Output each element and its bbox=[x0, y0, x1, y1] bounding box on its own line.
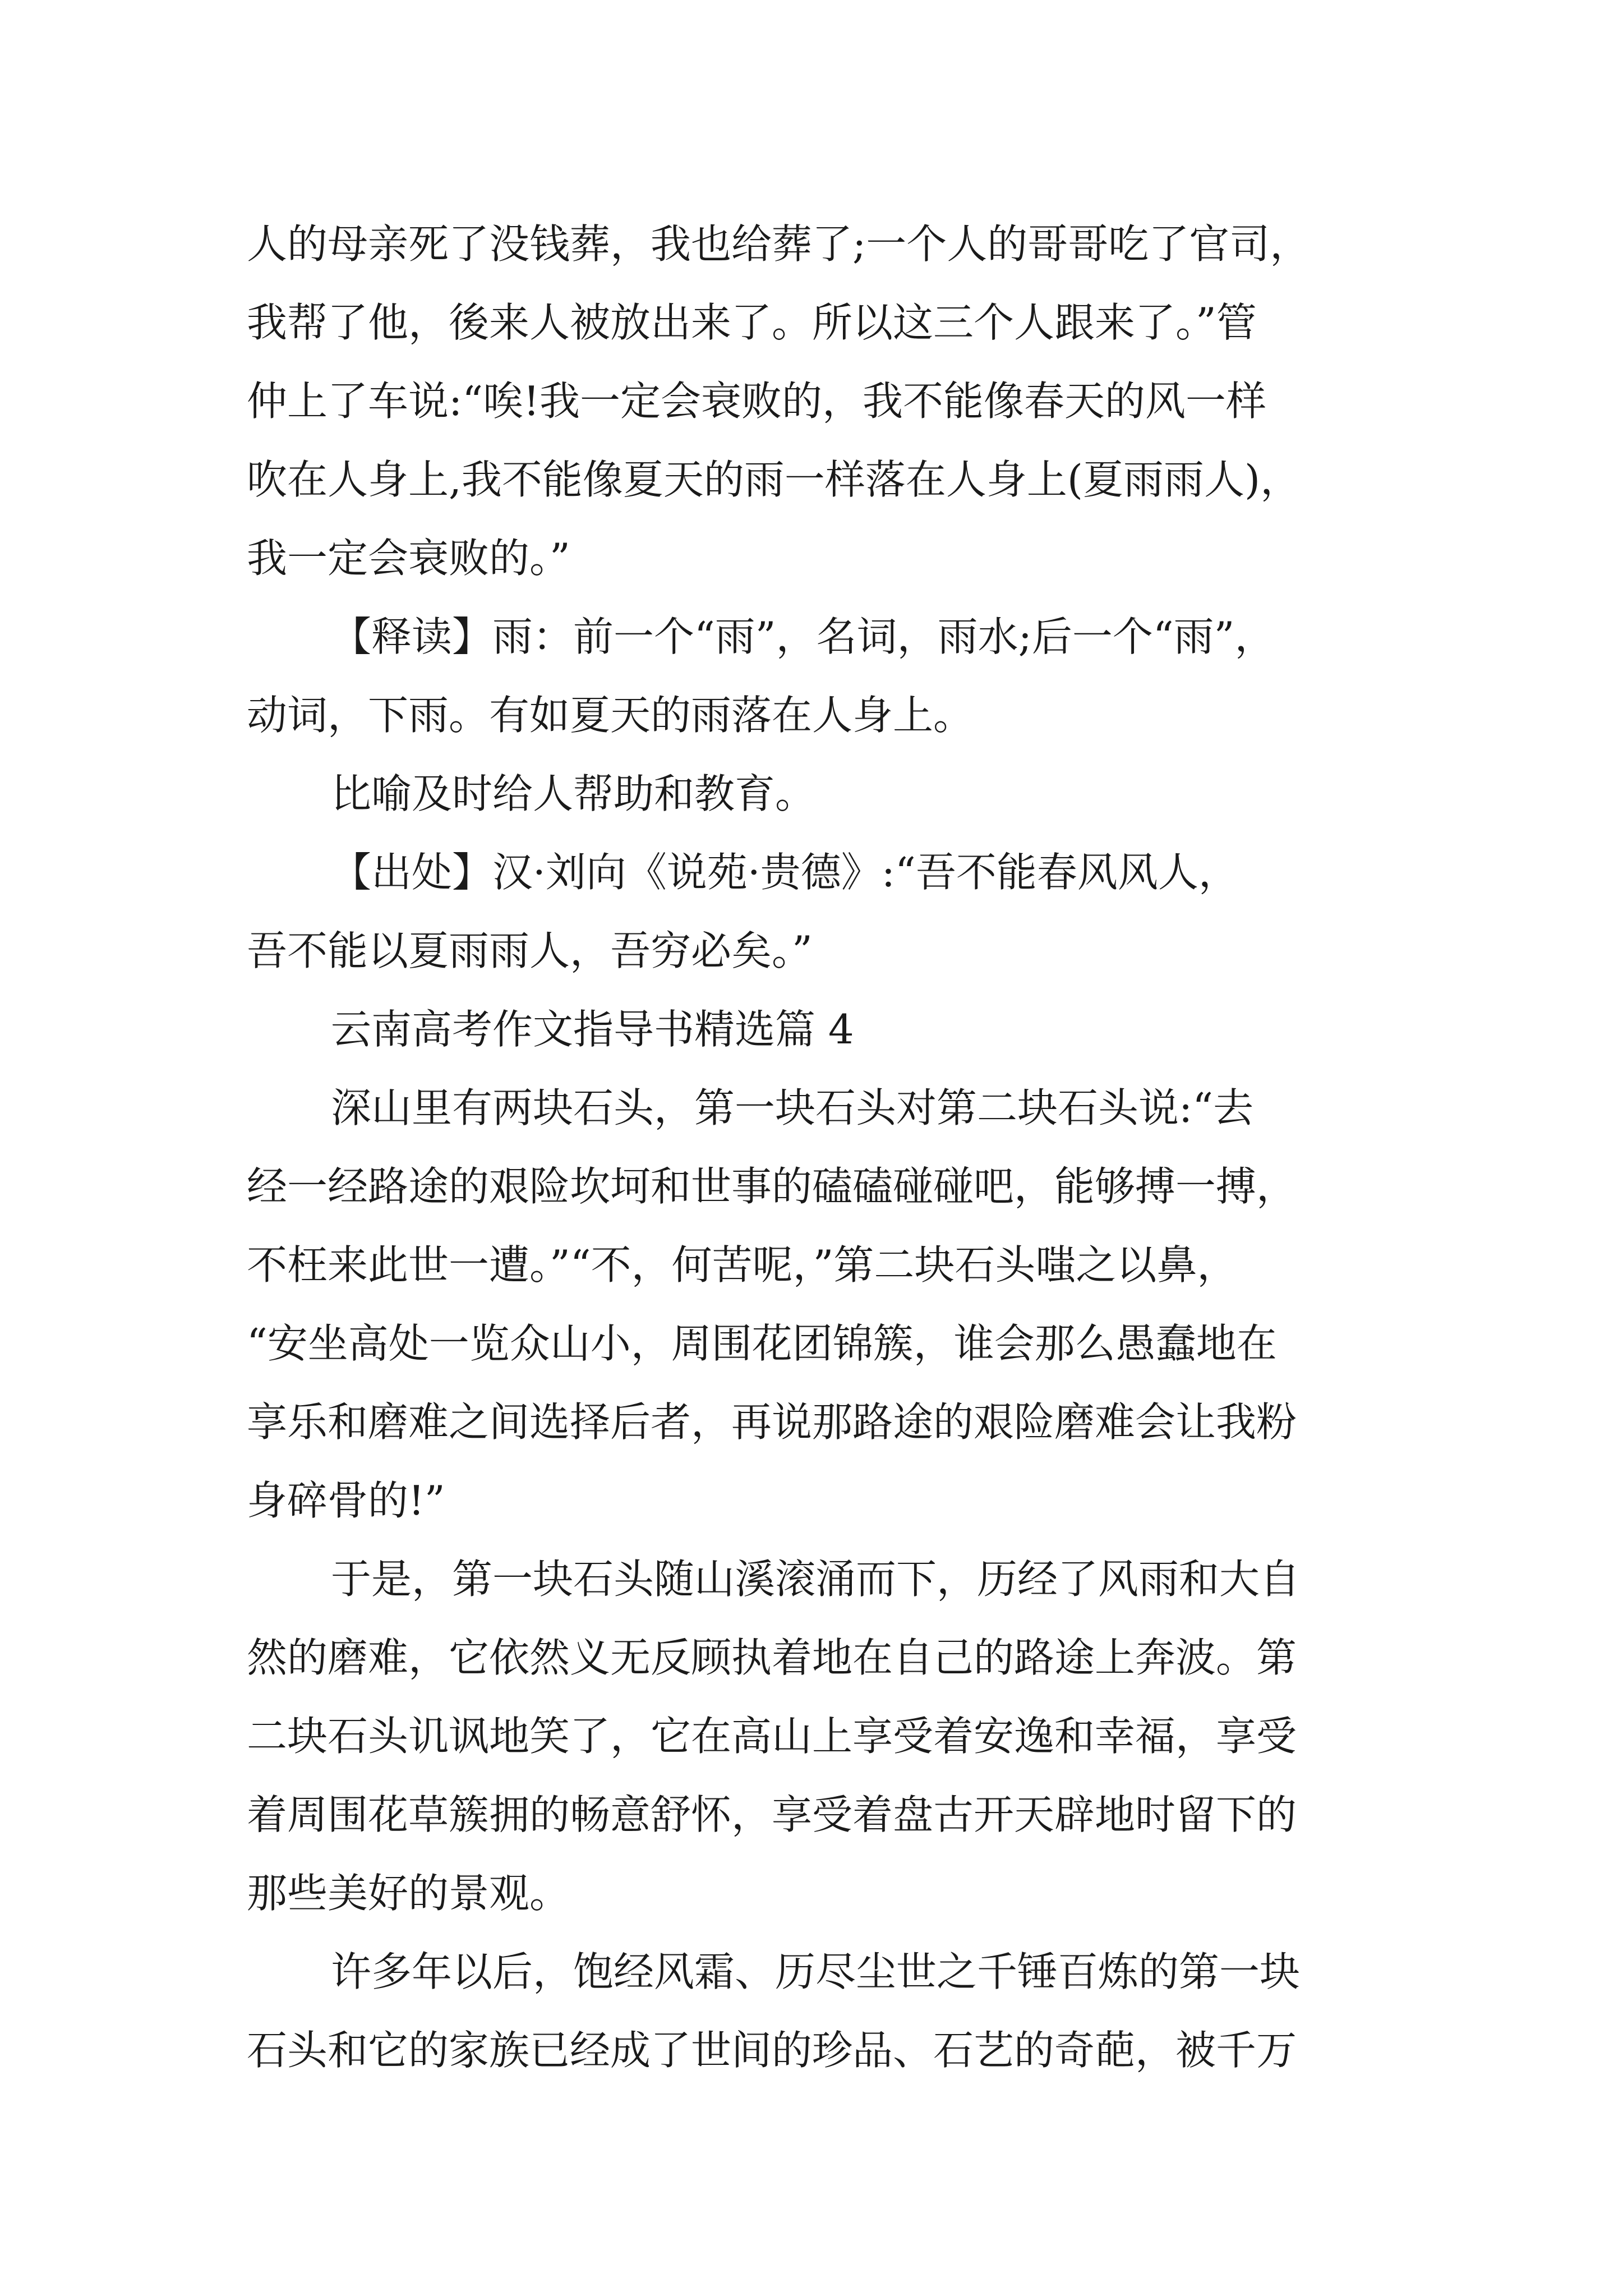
text-line: 【释读】雨：前一个“雨”，名词，雨水;后一个“雨”， bbox=[331, 613, 1275, 660]
text-line: 那些美好的景观。 bbox=[247, 1870, 570, 1917]
text-line: 着周围花草簇拥的畅意舒怀，享受着盘古开天辟地时留下的 bbox=[247, 1791, 1297, 1838]
text-line: 于是，第一块石头随山溪滚涌而下，历经了风雨和大自 bbox=[331, 1556, 1301, 1603]
text-line: 二块石头讥讽地笑了，它在高山上享受着安逸和幸福，享受 bbox=[247, 1713, 1297, 1760]
paragraph-metaphor bbox=[247, 754, 1391, 833]
paragraph-first-stone-journey bbox=[247, 1540, 1391, 1932]
text-line: 许多年以后，饱经风霜、历尽尘世之千锤百炼的第一块 bbox=[331, 1948, 1301, 1995]
text-line: 吾不能以夏雨雨人，吾穷必矣。” bbox=[247, 927, 813, 974]
paragraph-years-later bbox=[247, 1932, 1391, 2090]
section-heading bbox=[247, 990, 1391, 1069]
text-line: “安坐高处一览众山小，周围花团锦簇，谁会那么愚蠢地在 bbox=[247, 1320, 1277, 1367]
text-line: 我一定会衰败的。” bbox=[247, 535, 570, 582]
text-line: 【出处】汉·刘向《说苑·贵德》:“吾不能春风风人， bbox=[331, 849, 1239, 896]
text-line: 仲上了车说:“唉!我一定会衰败的，我不能像春天的风一样 bbox=[247, 378, 1267, 425]
paragraph-story-end bbox=[247, 205, 1391, 597]
text-line: 我帮了他，後来人被放出来了。所以这三个人跟来了。”管 bbox=[247, 299, 1257, 346]
text-line: 比喻及时给人帮助和教育。 bbox=[331, 770, 816, 817]
paragraph-two-stones bbox=[247, 1069, 1391, 1540]
text-line: 身碎骨的!” bbox=[247, 1477, 445, 1524]
text-line: 人的母亲死了没钱葬，我也给葬了;一个人的哥哥吃了官司， bbox=[247, 220, 1311, 268]
text-line: 动词，下雨。有如夏天的雨落在人身上。 bbox=[247, 692, 974, 739]
text-line: 不枉来此世一遭。”“不，何苦呢，”第二块石头嗤之以鼻， bbox=[247, 1241, 1238, 1289]
text-line: 吹在人身上,我不能像夏天的雨一样落在人身上(夏雨雨人)， bbox=[247, 456, 1301, 503]
text-line: 深山里有两块石头，第一块石头对第二块石头说:“去 bbox=[331, 1084, 1254, 1131]
text-line: 享乐和磨难之间选择后者，再说那路途的艰险磨难会让我粉 bbox=[247, 1398, 1297, 1446]
text-line: 经一经路途的艰险坎坷和世事的磕磕碰碰吧，能够搏一搏， bbox=[247, 1163, 1297, 1210]
paragraph-source bbox=[247, 833, 1391, 990]
section-title: 云南高考作文指导书精选篇 4 bbox=[331, 1006, 854, 1053]
paragraph-interpretation bbox=[247, 597, 1391, 754]
text-line: 然的磨难，它依然义无反顾执着地在自己的路途上奔波。第 bbox=[247, 1634, 1297, 1681]
text-line: 石头和它的家族已经成了世间的珍品、石艺的奇葩，被千万 bbox=[247, 2027, 1297, 2074]
document-body bbox=[247, 205, 1391, 2090]
